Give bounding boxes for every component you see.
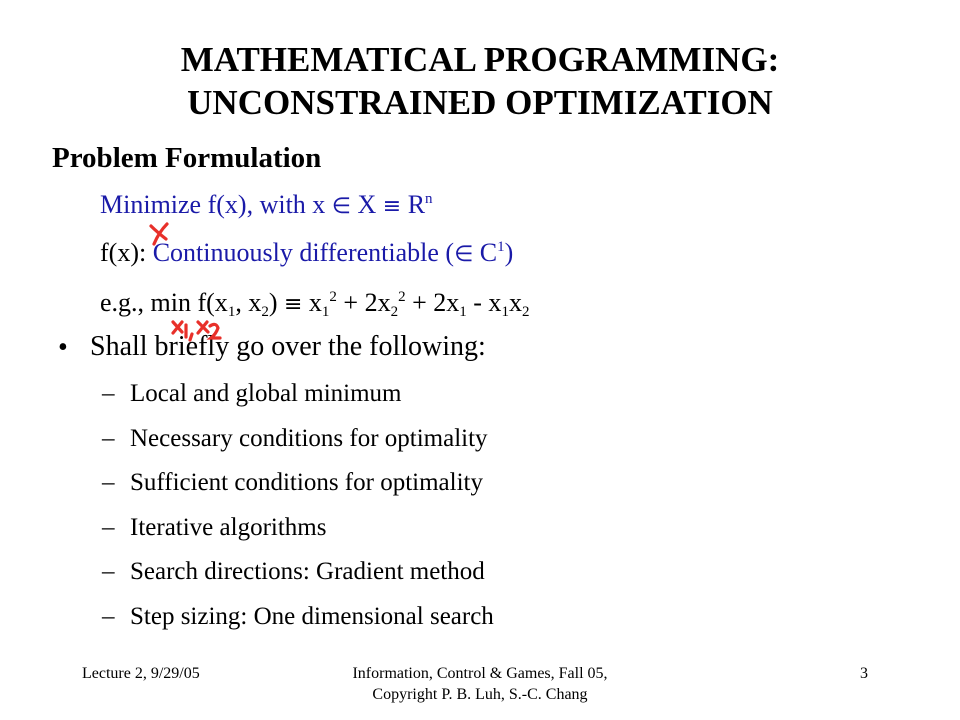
term: - x xyxy=(466,288,502,317)
class-order: 1 xyxy=(497,239,505,255)
dash-icon: – xyxy=(102,380,115,407)
subscript: 1 xyxy=(321,304,330,320)
continuity-prefix: f(x): xyxy=(100,238,153,267)
title-line-2: UNCONSTRAINED OPTIMIZATION xyxy=(187,83,773,122)
problem-heading: Problem Formulation xyxy=(52,142,322,174)
list-item-label: Search directions: Gradient method xyxy=(130,558,485,585)
title-line-1: MATHEMATICAL PROGRAMMING: xyxy=(180,40,780,79)
footer-copyright: Copyright P. B. Luh, S.-C. Chang xyxy=(372,686,588,703)
example-prefix: e.g., min f(x xyxy=(100,288,228,317)
class-c: C xyxy=(479,238,498,267)
term: + 2x xyxy=(405,288,460,317)
subscript: 2 xyxy=(390,304,399,320)
footer-course-line-1: Information, Control & Games, Fall 05, xyxy=(352,665,608,682)
list-item-label: Iterative algorithms xyxy=(130,513,327,541)
equivalent-symbol: ≡ xyxy=(382,194,402,219)
bullet-icon: • xyxy=(58,332,68,363)
term: + 2x xyxy=(336,288,391,317)
handwritten-x1-x2-mark xyxy=(173,322,220,340)
element-of-symbol: ∈ xyxy=(454,242,474,267)
page-number: 3 xyxy=(860,665,868,682)
list-item-label: Local and global minimum xyxy=(130,380,402,407)
continuity-text: Continuously differentiable ( xyxy=(152,238,455,267)
superscript: 2 xyxy=(398,289,406,305)
list-item-label: Necessary conditions for optimality xyxy=(130,424,488,452)
dash-icon: – xyxy=(102,469,115,496)
footer-lecture: Lecture 2, 9/29/05 xyxy=(82,665,200,682)
footer-course xyxy=(300,663,660,705)
equivalent-symbol: ≡ xyxy=(283,292,303,317)
subscript: 1 xyxy=(501,304,509,320)
continuity-close: ) xyxy=(504,238,514,267)
term: x xyxy=(508,288,522,317)
subscript: 1 xyxy=(227,304,236,320)
space-r: R xyxy=(407,190,426,219)
handwritten-x-mark xyxy=(151,224,167,244)
example-comma: , x xyxy=(235,288,262,317)
minimize-text: Minimize f(x), with x xyxy=(100,190,326,219)
superscript: 2 xyxy=(329,289,337,305)
dash-icon: – xyxy=(102,602,115,630)
element-of-symbol: ∈ xyxy=(331,194,351,219)
term: x xyxy=(308,288,322,317)
example-close: ) xyxy=(268,288,278,317)
subscript: 1 xyxy=(459,304,467,320)
subscript: 2 xyxy=(261,304,269,320)
overview-text: Shall briefly go over the following: xyxy=(90,331,486,362)
list-item-label: Step sizing: One dimensional search xyxy=(130,602,494,630)
dash-icon: – xyxy=(102,424,115,452)
space-dimension: n xyxy=(425,191,433,207)
dash-icon: – xyxy=(102,513,115,541)
list-item-label: Sufficient conditions for optimality xyxy=(130,469,483,496)
subscript: 2 xyxy=(521,304,530,320)
dash-icon: – xyxy=(102,558,115,585)
set-x: X xyxy=(357,190,377,219)
